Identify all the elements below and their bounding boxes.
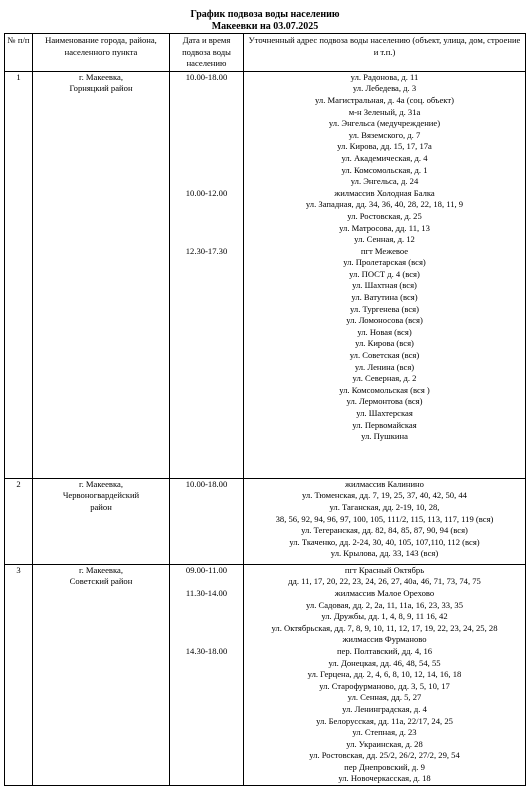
address-line: ул. Матросова, дд. 11, 13 <box>339 222 430 233</box>
address-line: ул. Ткаченко, дд. 2-24, 30, 40, 105, 107,110, 112 (вся) <box>289 536 480 547</box>
row-num: 2 <box>5 478 33 564</box>
table-row <box>5 478 526 564</box>
time-slot: 12.30-17.30 <box>185 245 228 256</box>
address-line: ул. Новая (вся) <box>357 326 412 337</box>
time-slot: 10.00-18.00 <box>185 71 228 82</box>
address-line: ул. Ломоносова (вся) <box>346 315 423 326</box>
row-num: 1 <box>5 71 33 478</box>
row-times <box>170 71 244 478</box>
address-line: ул. Крылова, дд. 33, 143 (вся) <box>330 548 439 559</box>
district-line: Червоногвардейский <box>62 490 140 501</box>
district-line: Горняцкий район <box>69 83 133 94</box>
address-line: пгт Межевое <box>360 245 409 256</box>
address-line: ул. Пролетарская (вся) <box>343 257 426 268</box>
district-line: г. Макеевка, <box>79 564 123 575</box>
address-line: ул. Кирова, дд. 15, 17, 17а <box>337 141 432 152</box>
address-line: ул. Кирова (вся) <box>355 338 414 349</box>
row-times <box>170 478 244 564</box>
address-line: ул. Садовая, дд. 2, 2а, 11, 11а, 16, 23, 33, 35 <box>306 599 463 610</box>
district-line: г. Макеевка, <box>79 478 123 489</box>
row-addresses <box>244 564 526 785</box>
table-row <box>5 564 526 785</box>
district-line: г. Макеевка, <box>79 71 123 82</box>
district-line: район <box>90 501 112 512</box>
address-line: ул. Академическая, д. 4 <box>341 152 428 163</box>
address-line: ул. Белорусская, дд. 11а, 22/17, 24, 25 <box>316 715 453 726</box>
address-line: ул. Радонова, д. 11 <box>350 71 419 82</box>
address-line: ул. Ватутина (вся) <box>351 292 418 303</box>
time-slot: 10.00-12.00 <box>185 187 228 198</box>
address-line: дд. 11, 17, 20, 22, 23, 24, 26, 27, 40а, 46, 71, 73, 74, 75 <box>288 576 481 587</box>
address-line: ул. Герцена, дд. 2, 4, 6, 8, 10, 12, 14, 16, 18 <box>307 669 462 680</box>
header-datetime: Дата и время подвоза воды населению <box>170 34 244 72</box>
header-district: Наименование города, района, населенного пункта <box>33 34 170 72</box>
schedule-table <box>4 33 526 786</box>
address-line: ул. Вяземского, д. 7 <box>348 129 421 140</box>
address-line: ул. Западная, дд. 34, 36, 40, 28, 22, 18, 11, 9 <box>305 199 464 210</box>
table-header-row <box>5 34 526 72</box>
address-line: ул. Новочеркасская, д. 18 <box>338 773 431 784</box>
address-line: ул. ПОСТ д. 4 (вся) <box>349 268 420 279</box>
address-line: ул. Магистральная, д. 4а (соц. объект) <box>314 94 454 105</box>
time-slot: 09.00-11.00 <box>185 564 228 575</box>
address-line: ул. Советская (вся) <box>349 350 420 361</box>
district-line: Советский район <box>69 576 133 587</box>
address-line: ул. Старофурманово, дд. 3, 5, 10, 17 <box>319 680 450 691</box>
address-line: ул. Таганская, дд. 2-19, 10, 28, <box>329 501 440 512</box>
header-address: Уточненный адрес подвоза воды населению (объект, улица, дом, строение и т.п.) <box>244 34 526 72</box>
row-addresses <box>244 478 526 564</box>
address-line: ул. Энгельса (медучреждение) <box>328 118 441 129</box>
row-district <box>33 71 170 478</box>
address-line: ул. Ростовская, дд. 25/2, 26/2, 27/2, 29, 54 <box>309 750 460 761</box>
address-line: ул. Дружбы, дд. 1, 4, 8, 9, 11 16, 42 <box>321 611 448 622</box>
time-slot: 11.30-14.00 <box>185 587 228 598</box>
address-line: ул. Тюменская, дд. 7, 19, 25, 37, 40, 42, 50, 44 <box>302 490 467 501</box>
address-line: жилмассив Холодная Балка <box>334 187 435 198</box>
row-num: 3 <box>5 564 33 785</box>
time-slot: 10.00-18.00 <box>185 478 228 489</box>
address-line: ул. Энгельса, д. 24 <box>350 176 419 187</box>
address-line: ул. Тургенева (вся) <box>350 303 419 314</box>
address-line: 38, 56, 92, 94, 96, 97, 100, 105, 111/2, 115, 113, 117, 119 (вся) <box>275 513 494 524</box>
address-line: ул. Сенная, д. 12 <box>354 234 415 245</box>
address-line: ул. Ленинградская, д. 4 <box>342 703 427 714</box>
address-line: ул. Тегеранская, дд. 82, 84, 85, 87, 90, 94 (вся) <box>301 525 468 536</box>
address-line: ул. Шахтная (вся) <box>352 280 417 291</box>
address-line: ул. Сенная, дд. 5, 27 <box>347 692 422 703</box>
row-district <box>33 478 170 564</box>
row-district <box>33 564 170 785</box>
document-title: График подвоза воды населению <box>190 9 340 20</box>
address-line: ул. Украинская, д. 28 <box>346 738 423 749</box>
address-line: ул. Ростовская, д. 25 <box>347 210 422 221</box>
address-line: ул. Лермонтова (вся) <box>346 396 423 407</box>
address-line: ул. Октябрьская, дд. 7, 8, 9, 10, 11, 12, 17, 19, 22, 23, 24, 25, 28 <box>271 622 498 633</box>
address-line: ул. Ленина (вся) <box>354 361 415 372</box>
header-num: № п/п <box>5 34 33 72</box>
address-line: жилмассив Калинино <box>345 478 424 489</box>
address-line: ул. Шахтерская <box>356 408 413 418</box>
address-line: ул. Пушкина <box>361 431 408 442</box>
address-line: пгт Красный Октябрь <box>344 564 425 575</box>
address-line: жилмассив Малое Орехово <box>334 587 435 598</box>
address-line: ул. Комсомольская (вся ) <box>339 384 430 395</box>
address-line: пер. Полтавский, дд. 4, 16 <box>336 645 433 656</box>
document-subtitle: Макеевки на 03.07.2025 <box>211 21 319 32</box>
row-addresses <box>244 71 526 478</box>
address-line: ул. Донецкая, дд. 46, 48, 54, 55 <box>328 657 441 668</box>
address-line: ул. Северная, д. 2 <box>352 373 417 384</box>
address-line: жилмассив Фурманово <box>342 634 427 645</box>
time-slot: 14.30-18.00 <box>185 645 228 656</box>
address-line: ул. Комсомольская, д. 1 <box>341 164 428 175</box>
address-line: ул. Лебедева, д. 3 <box>352 83 417 94</box>
address-line: пер Днепровский, д. 9 <box>344 761 425 772</box>
table-row <box>5 71 526 478</box>
address-line: м-н Зеленый, д. 31а <box>348 106 421 117</box>
row-times <box>170 564 244 785</box>
address-line: ул. Первомайская <box>352 419 417 430</box>
address-line: ул. Степная, д. 23 <box>352 727 417 738</box>
